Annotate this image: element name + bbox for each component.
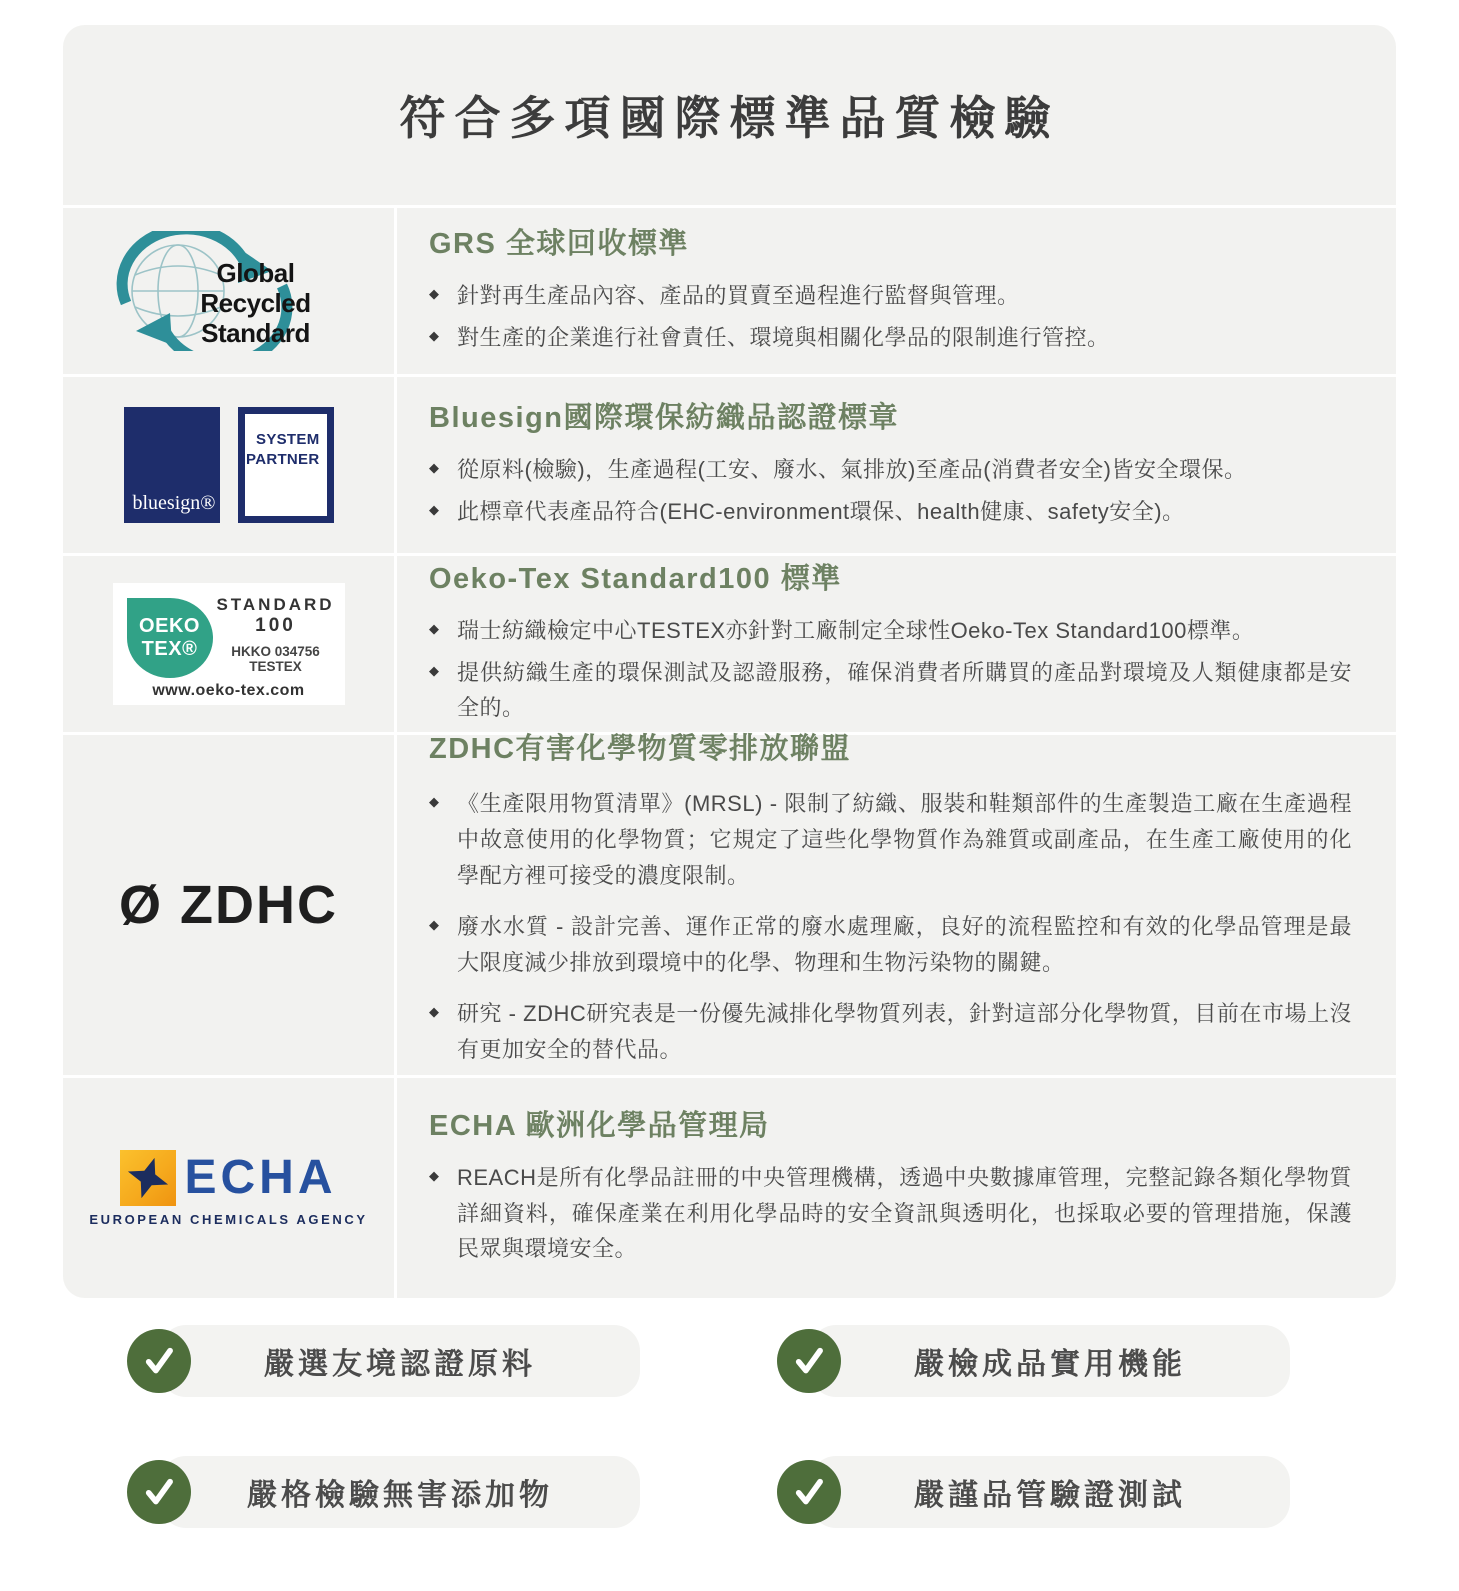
bullet-diamond-icon: ◆ [429,327,439,343]
bullet-text: 廢水水質 - 設計完善、運作正常的廢水處理廠，良好的流程監控和有效的化學品管理是最大限度減少排放到環境中的化學、物理和生物污染物的關鍵。 [457,914,1352,975]
bullet-text: 此標章代表產品符合(EHC-environment環保、health健康、safety安全)。 [457,498,1185,524]
certifications-panel [63,25,1396,1298]
bullet-text: 對生產的企業進行社會責任、環境與相關化學品的限制進行管控。 [457,324,1110,350]
grs-logo [110,231,348,351]
bluesign-square [124,407,220,523]
oekotex-url: www.oeko-tex.com [152,682,305,699]
check-icon [777,1460,841,1524]
grs-heading: GRS 全球回收標準 [429,227,689,260]
badge-label: 嚴檢成品實用機能 [810,1325,1290,1397]
check-icon [127,1329,191,1393]
check-icon [127,1460,191,1524]
cert-row-echa-logo-cell [63,1078,394,1298]
bluesign-heading: Bluesign國際環保紡織品認證標章 [429,401,899,434]
bullet-diamond-icon: ◆ [429,917,439,933]
badge-qc-verification [777,1456,1290,1528]
echa-bullet-list [429,1154,1352,1273]
bluesign-wordmark: bluesign® [132,492,216,514]
system-label: SYSTEM [256,431,320,448]
echa-wordmark: ECHA [184,1150,337,1204]
list-item [429,786,1352,893]
echa-agency-label: EUROPEAN CHEMICALS AGENCY [89,1211,368,1227]
four-point-star-icon [126,1156,170,1200]
bullet-diamond-icon: ◆ [429,621,439,637]
check-icon [777,1329,841,1393]
oeko-label: OEKO [139,615,200,637]
standard-label: STANDARD [216,595,335,614]
list-item [429,452,1352,488]
badge-label: 嚴格檢驗無害添加物 [160,1456,640,1528]
bullet-diamond-icon: ◆ [429,662,439,678]
cert-row-bluesign-logo-cell [63,377,394,553]
bullet-text: 瑞士紡織檢定中心TESTEX亦針對工廠制定全球性Oeko-Tex Standard100標準。 [457,618,1255,644]
bullet-diamond-icon: ◆ [429,1004,439,1020]
list-item [429,278,1352,314]
badge-certified-materials [127,1325,640,1397]
cert-row-grs-text-cell [397,208,1396,374]
oekotex-right-block [215,595,337,674]
bullet-diamond-icon: ◆ [429,1168,439,1184]
bluesign-system-partner-square [238,407,334,523]
bullet-diamond-icon: ◆ [429,501,439,517]
bullet-text: 《生產限用物質清單》(MRSL) - 限制了紡織、服裝和鞋類部件的生產製造工廠在生產過程中故意使用的化學物質；它規定了這些化學物質作為雜質或副產品，在生產工廠使用的化學配方裡可接受的濃度限制。 [457,791,1352,888]
bullet-text: 從原料(檢驗)，生產過程(工安、廢水、氣排放)至產品(消費者安全)皆安全環保。 [457,456,1247,482]
standard-number: 100 [255,615,296,636]
oekotex-droplet-icon [127,598,213,678]
oekotex-bullet-list [429,607,1352,732]
list-item [429,320,1352,356]
partner-label: PARTNER [246,450,320,468]
certificate-number: HKKO 034756 [231,644,320,659]
cert-row-oekotex-logo-cell [63,556,394,732]
bullet-diamond-icon: ◆ [429,794,439,810]
badge-product-function [777,1325,1290,1397]
feature-badges [127,1325,1290,1528]
cert-row-bluesign-text-cell [397,377,1396,553]
badge-label: 嚴選友境認證原料 [160,1325,640,1397]
echa-logo-top [120,1150,336,1206]
zdhc-heading: ZDHC有害化學物質零排放聯盟 [429,733,852,766]
bullet-text: REACH是所有化學品註冊的中央管理機構，透過中央數據庫管理，完整記錄各類化學物質詳細資料，確保產業在利用化學品時的安全資訊與透明化，也採取必要的管理措施，保護民眾與環境安全。 [457,1165,1352,1262]
panel-header [63,25,1396,205]
bluesign-logo [124,407,334,523]
bullet-diamond-icon: ◆ [429,459,439,475]
grs-logo-line1: Global Recycled [200,258,311,318]
page-title: 符合多項國際標準品質檢驗 [399,92,1060,144]
cert-row-grs-logo-cell [63,208,394,374]
list-item [429,494,1352,530]
zdhc-bullet-list [429,777,1352,1083]
list-item [429,1160,1352,1267]
echa-star-icon [120,1150,176,1206]
list-item [429,996,1352,1067]
bullet-text: 提供紡織生產的環保測試及認證服務，確保消費者所購買的產品對環境及人類健康都是安全的。 [457,659,1352,721]
bullet-text: 研究 - ZDHC研究表是一份優先減排化學物質列表，針對這部分化學物質，目前在市場上沒有更加安全的替代品。 [457,1001,1352,1063]
list-item [429,655,1352,726]
cert-row-oekotex-text-cell [397,556,1396,732]
echa-heading: ECHA 歐洲化學品管理局 [429,1110,770,1143]
list-item [429,613,1352,649]
bullet-diamond-icon: ◆ [429,285,439,301]
oekotex-heading: Oeko-Tex Standard100 標準 [429,563,842,596]
bullet-text: 針對再生產品內容、產品的買賣至過程進行監督與管理。 [457,282,1020,308]
grs-logo-text [166,259,346,349]
list-item [429,909,1352,980]
badge-no-harmful-additives [127,1456,640,1528]
testex-label: TESTEX [249,659,302,674]
cert-row-zdhc-logo-cell [63,735,394,1075]
grs-logo-line2: Standard [201,317,310,348]
oekotex-logo [113,583,345,705]
badge-label: 嚴謹品管驗證測試 [810,1456,1290,1528]
cert-row-echa-text-cell [397,1078,1396,1298]
certifications-grid [63,205,1396,1298]
cert-row-zdhc-text-cell [397,735,1396,1075]
bluesign-bullet-list [429,446,1352,535]
grs-bullet-list [429,272,1352,361]
echa-logo [89,1150,367,1227]
tex-label: TEX® [141,638,198,660]
zdhc-logo: Ø ZDHC [119,875,338,935]
